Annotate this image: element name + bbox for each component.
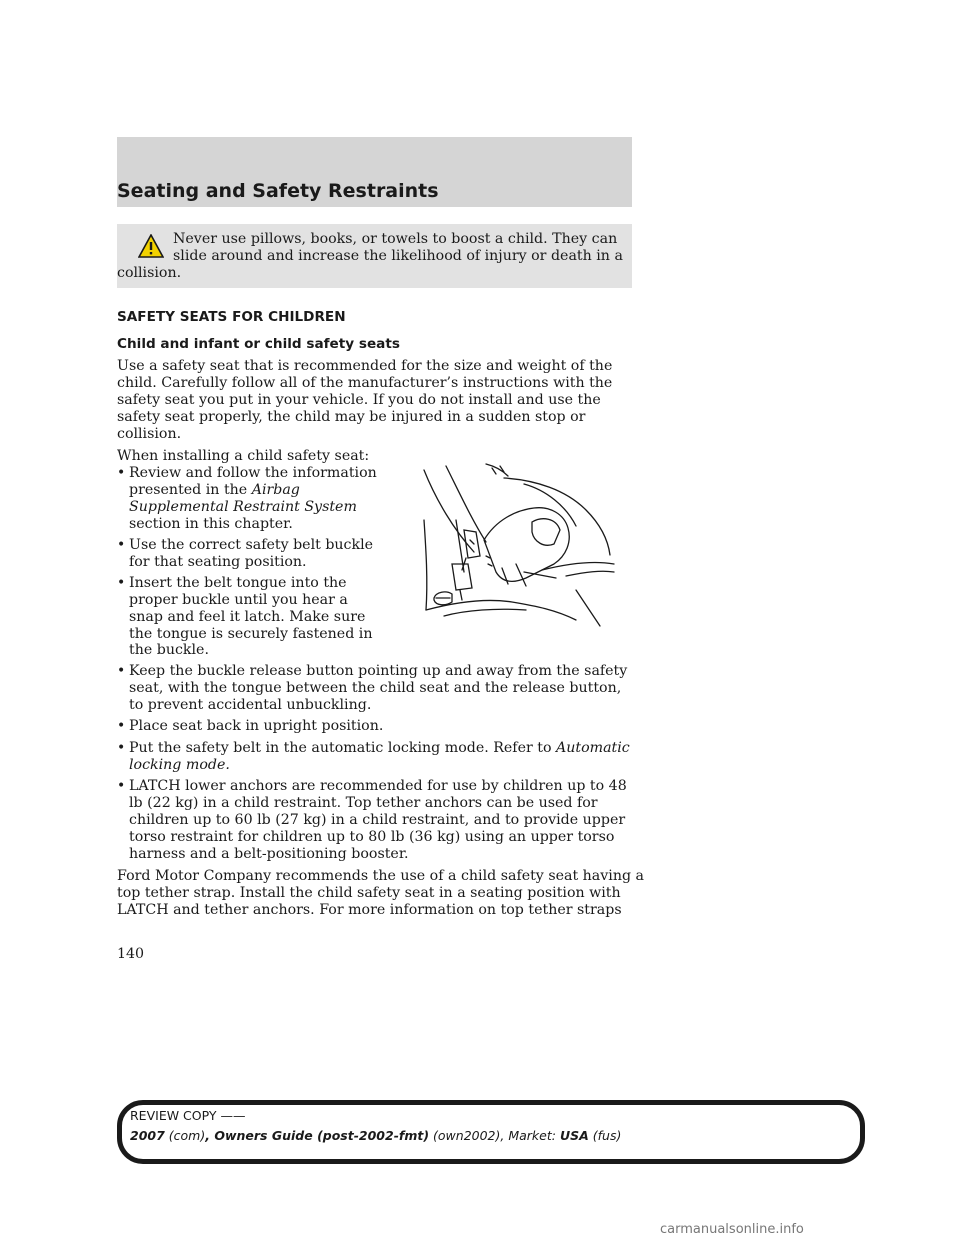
bullet-line: LATCH lower anchors are recommended for use by children up to 48 [129,778,627,794]
body-line: safety seat properly, the child may be injured in a sudden stop or [117,409,586,425]
body-line: child. Carefully follow all of the manufacturer’s instructions with the [117,375,613,391]
bullet-line: children up to 60 lb (27 kg) in a child restraint, and to provide upper [129,812,626,828]
bullet-marker: • [117,663,126,679]
bullet-marker: • [117,718,126,734]
bullet-line: Keep the buckle release button pointing up and away from the safety [129,663,628,679]
bullet-line: seat, with the tongue between the child seat and the release button, [129,680,622,696]
section-title: Seating and Safety Restraints [117,180,439,202]
bullet-line: torso restraint for children up to 80 lb (36 kg) using an upper torso [129,829,615,845]
bullet-marker: • [117,575,126,591]
bullet-line: lb (22 kg) in a child restraint. Top tether anchors can be used for [129,795,598,811]
subheading: Child and infant or child safety seats [117,336,400,352]
bullet-marker: • [117,537,126,553]
bullet-line: Place seat back in upright position. [129,718,384,734]
bullet-line: snap and feel it latch. Make sure [129,609,366,625]
body-line: Use a safety seat that is recommended for the size and weight of the [117,358,613,374]
review-copy-details: 2007 (com), Owners Guide (post-2002-fmt) (own2002), Market: USA (fus) [130,1128,622,1143]
installing-label: When installing a child safety seat: [117,448,370,464]
warning-triangle-icon [138,234,164,258]
bullet-marker: • [117,740,126,756]
seatbelt-buckle-illustration [416,460,616,640]
bullet-marker: • [117,778,126,794]
bullet-line: Insert the belt tongue into the [129,575,347,591]
bullet-line: presented in the Airbag [129,482,300,498]
watermark: carmanualsonline.info [660,1222,804,1237]
body-line: Ford Motor Company recommends the use of a child safety seat having a [117,868,645,884]
bullet-marker: • [117,465,126,481]
bullet-line: Review and follow the information [129,465,377,481]
body-line: top tether strap. Install the child safety seat in a seating position with [117,885,621,901]
body-line: collision. [117,426,182,442]
bullet-line: harness and a belt-positioning booster. [129,846,409,862]
bullet-line: Use the correct safety belt buckle [129,537,374,553]
body-line: LATCH and tether anchors. For more information on top tether straps [117,902,622,918]
section-heading: SAFETY SEATS FOR CHILDREN [117,309,346,325]
review-copy-label: REVIEW COPY —— [130,1108,246,1123]
bullet-line: proper buckle until you hear a [129,592,348,608]
warning-line: slide around and increase the likelihood of injury or death in a [173,248,623,264]
bullet-line: to prevent accidental unbuckling. [129,697,372,713]
page-number: 140 [117,946,145,962]
bullet-line: the buckle. [129,642,209,658]
body-line: safety seat you put in your vehicle. If you do not install and use the [117,392,601,408]
bullet-line: the tongue is securely fastened in [129,626,373,642]
bullet-line: locking mode. [129,757,230,773]
warning-line: collision. [117,265,182,281]
bullet-line: Supplemental Restraint System [129,499,357,515]
warning-line: Never use pillows, books, or towels to boost a child. They can [173,231,618,247]
bullet-line: for that seating position. [129,554,307,570]
bullet-line: Put the safety belt in the automatic locking mode. Refer to Automatic [129,740,630,756]
bullet-line: section in this chapter. [129,516,293,532]
